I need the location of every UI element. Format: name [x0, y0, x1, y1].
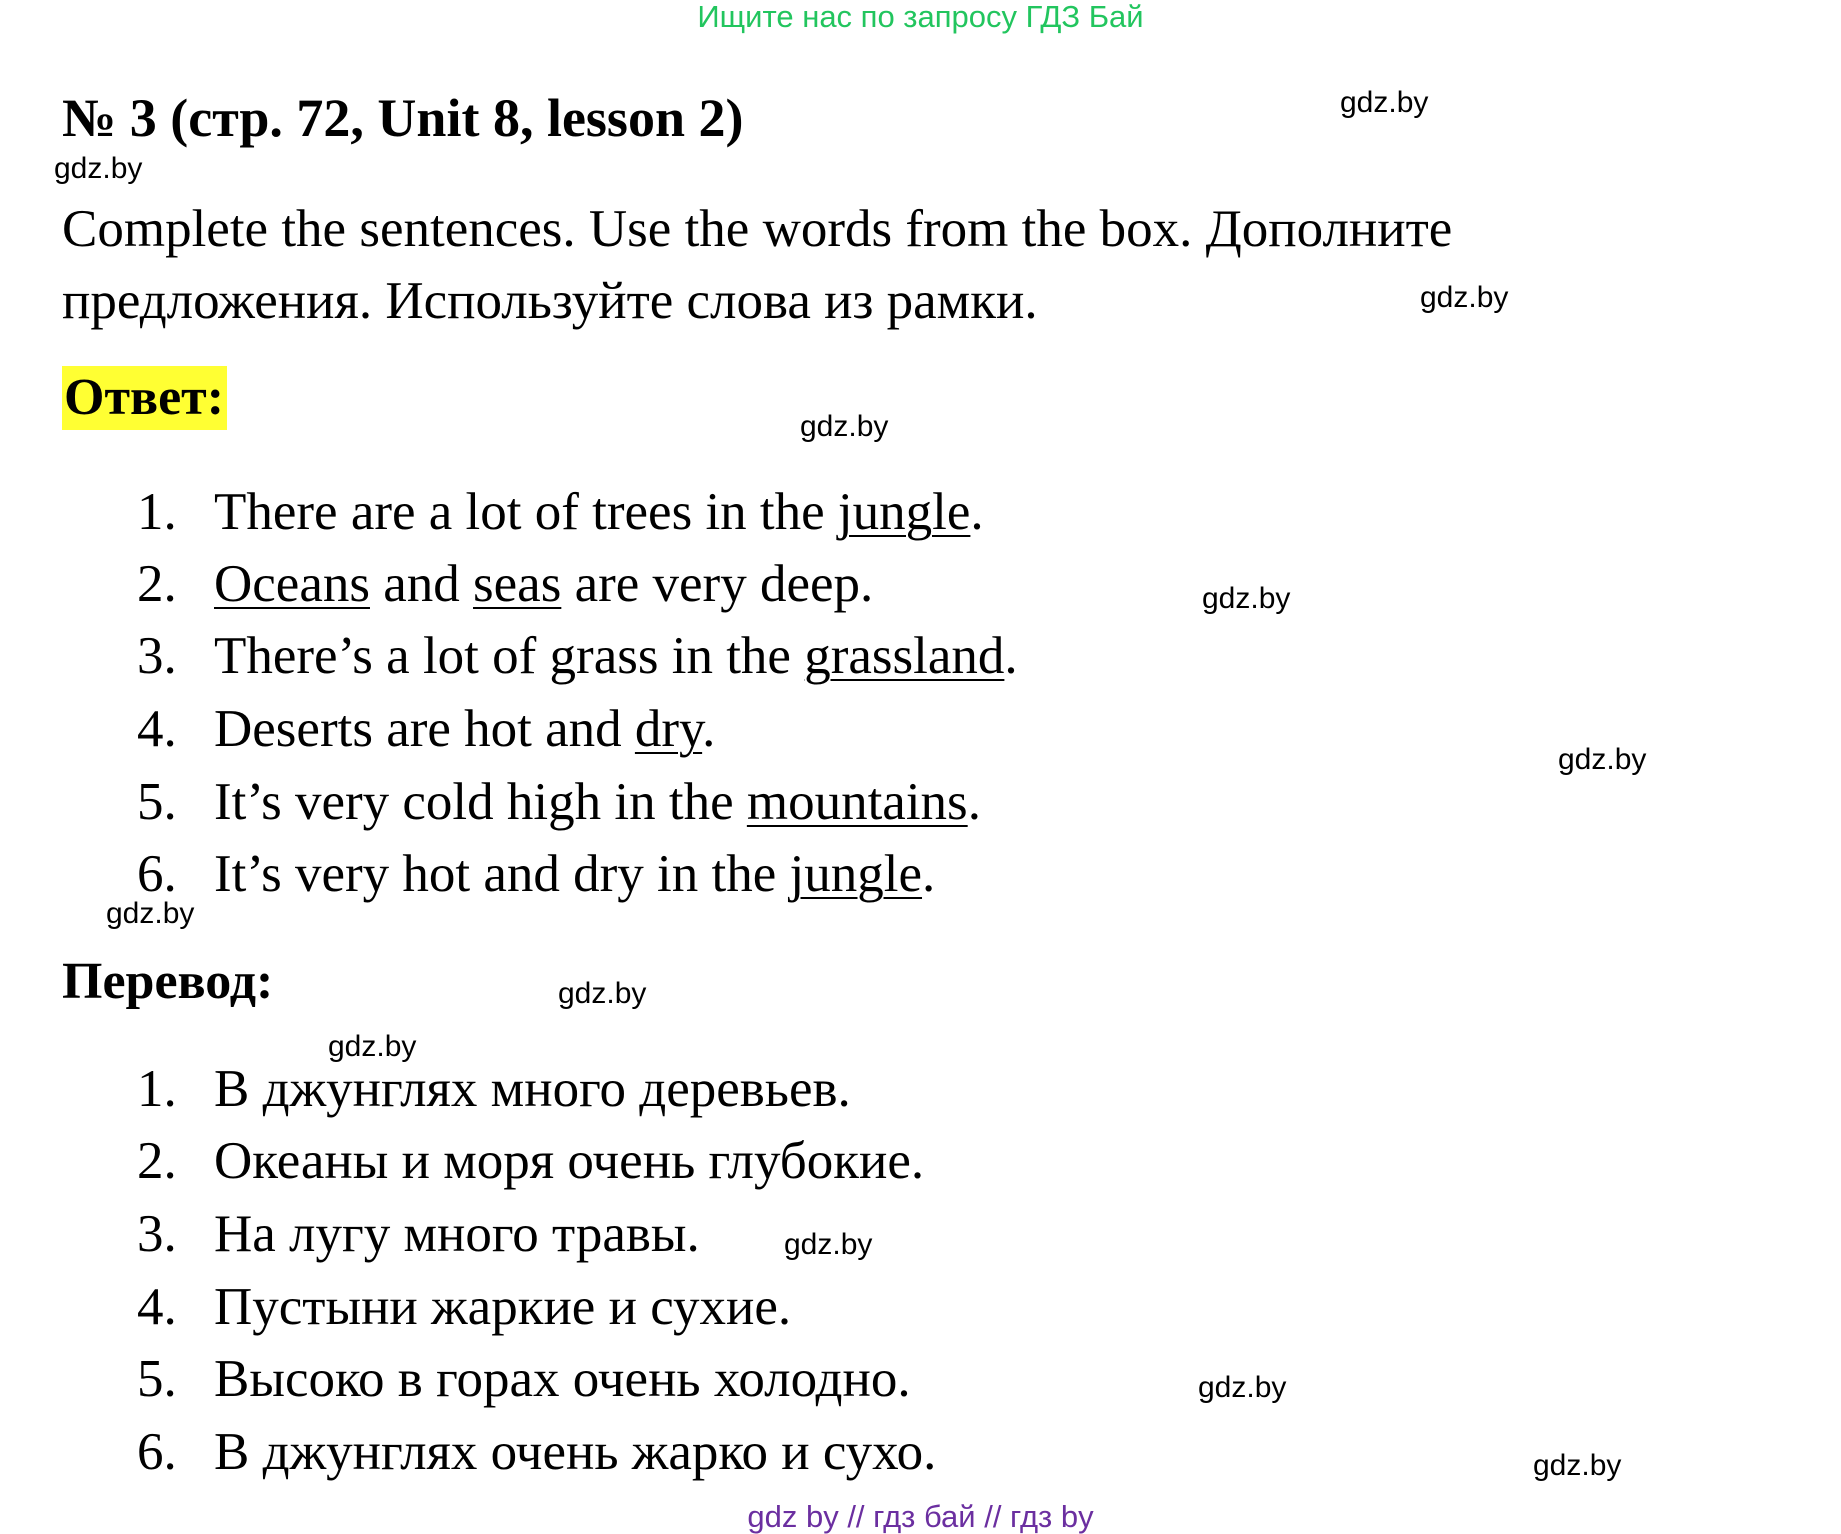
- translation-text: В джунглях очень жарко и сухо.: [214, 1423, 937, 1481]
- instruction-line-2: предложения. Используйте слова из рамки.: [62, 272, 1038, 330]
- item-number: 1.: [137, 1060, 177, 1118]
- answer-word: jungle: [789, 845, 923, 903]
- top-banner: Ищите нас по запросу ГДЗ Бай: [697, 0, 1144, 34]
- translation-item-2: [137, 1129, 924, 1193]
- sentence-text: It’s very hot and dry in the: [214, 845, 790, 903]
- item-number: 2.: [137, 1132, 177, 1190]
- translation-item-6: [137, 1420, 936, 1484]
- watermark: gdz.by: [800, 410, 889, 443]
- sentence-text: It’s very cold high in the: [214, 773, 747, 831]
- answer-word: seas: [473, 555, 562, 613]
- item-number: 6.: [137, 845, 177, 903]
- answer-heading: Ответ:: [62, 366, 227, 430]
- item-number: 5.: [137, 1350, 177, 1408]
- watermark: gdz.by: [106, 897, 195, 930]
- translation-item-3: [137, 1202, 700, 1266]
- sentence-text: and: [369, 555, 474, 613]
- translation-text: Океаны и моря очень глубокие.: [214, 1132, 925, 1190]
- item-number: 5.: [137, 773, 177, 831]
- footer-links: gdz by // гдз бай // гдз by: [747, 1499, 1094, 1534]
- translation-text: В джунглях много деревьев.: [214, 1060, 851, 1118]
- watermark: gdz.by: [54, 152, 143, 185]
- item-number: 3.: [137, 1205, 177, 1263]
- translation-heading: Перевод:: [62, 953, 274, 1010]
- translation-text: Пустыни жаркие и сухие.: [214, 1278, 792, 1336]
- answer-item-5: [137, 770, 981, 834]
- instruction-line-1: Complete the sentences. Use the words from the box. Дополните: [62, 200, 1453, 258]
- answer-word: grassland: [804, 627, 1005, 685]
- watermark: gdz.by: [784, 1228, 873, 1261]
- exercise-title: № 3 (стр. 72, Unit 8, lesson 2): [62, 88, 744, 148]
- watermark: gdz.by: [1340, 86, 1429, 119]
- watermark: gdz.by: [1420, 281, 1509, 314]
- sentence-end: .: [1004, 627, 1018, 685]
- watermark: gdz.by: [1202, 582, 1291, 615]
- sentence-end: .: [970, 483, 984, 541]
- answer-word: Oceans: [214, 555, 370, 613]
- translation-item-4: [137, 1275, 791, 1339]
- sentence-end: .: [967, 773, 981, 831]
- watermark: gdz.by: [1533, 1449, 1622, 1482]
- answer-item-2: [137, 552, 873, 616]
- item-number: 1.: [137, 483, 177, 541]
- answer-item-3: [137, 624, 1018, 688]
- answer-word: mountains: [746, 773, 968, 831]
- item-number: 6.: [137, 1423, 177, 1481]
- answer-item-4: [137, 697, 715, 761]
- answer-word: dry: [634, 700, 703, 758]
- translation-item-1: [137, 1057, 851, 1121]
- sentence-end: are very deep.: [561, 555, 874, 613]
- sentence-end: .: [702, 700, 716, 758]
- item-number: 2.: [137, 555, 177, 613]
- instruction-text: [62, 193, 1452, 337]
- answer-word: jungle: [837, 483, 971, 541]
- item-number: 4.: [137, 1278, 177, 1336]
- answer-item-6: [137, 842, 935, 906]
- sentence-text: There’s a lot of grass in the: [214, 627, 805, 685]
- watermark: gdz.by: [1198, 1371, 1287, 1404]
- sentence-end: .: [922, 845, 936, 903]
- translation-text: Высоко в горах очень холодно.: [214, 1350, 911, 1408]
- translation-item-5: [137, 1347, 911, 1411]
- answer-item-1: [137, 480, 984, 544]
- watermark: gdz.by: [328, 1030, 417, 1063]
- item-number: 3.: [137, 627, 177, 685]
- item-number: 4.: [137, 700, 177, 758]
- watermark: gdz.by: [558, 977, 647, 1010]
- sentence-text: There are a lot of trees in the: [214, 483, 838, 541]
- sentence-text: Deserts are hot and: [214, 700, 635, 758]
- translation-text: На лугу много травы.: [214, 1205, 700, 1263]
- watermark: gdz.by: [1558, 743, 1647, 776]
